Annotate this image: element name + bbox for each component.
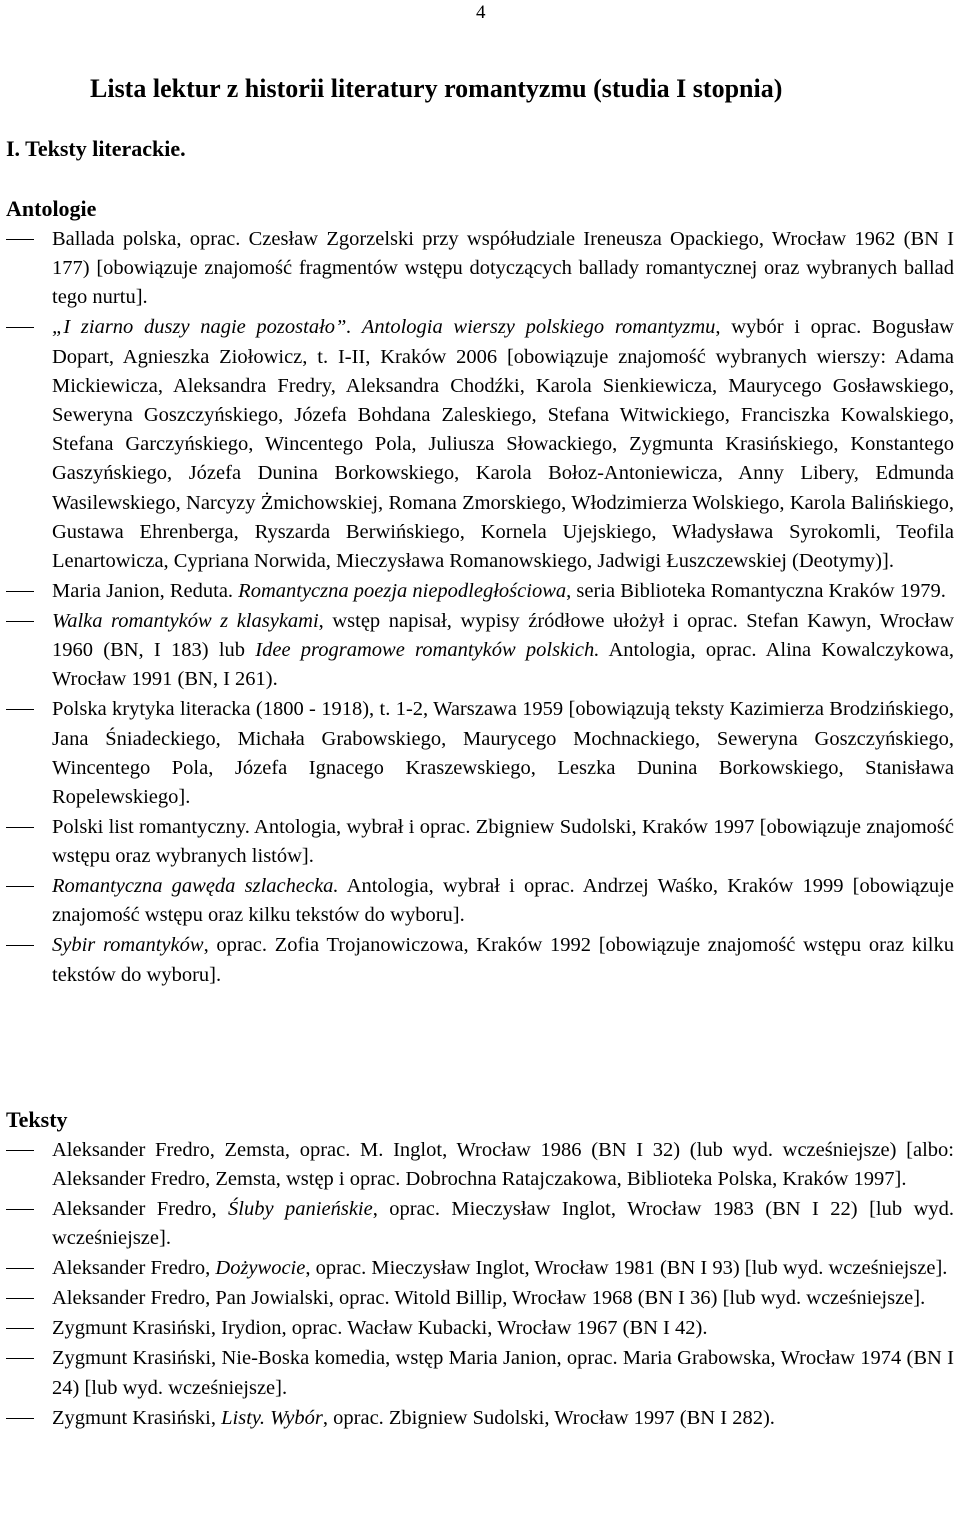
bibliography-entry xyxy=(0,577,960,606)
entry-text: Aleksander Fredro, Zemsta, oprac. M. Inglot, Wrocław 1986 (BN I 32) (lub wyd. wcześniejsze) [albo: Aleksander Fredro, Zemsta, wstęp i oprac. Dobrochna Ratajczakowa, Biblioteka Polska, Kraków 1997]. xyxy=(52,1139,954,1191)
entry-text: Maria Janion, Reduta. xyxy=(52,580,239,603)
page-number: 4 xyxy=(476,2,486,23)
bibliography-entry xyxy=(0,1195,960,1253)
entry-title-text: Dożywocie xyxy=(215,1257,306,1280)
entry-title-text: Romantyczna poezja niepodległościowa xyxy=(238,580,567,603)
dash-bullet-icon xyxy=(6,1268,34,1269)
dash-bullet-icon xyxy=(6,827,34,828)
entry-text: , wstęp napisał, wypisy źródłowe ułożył i oprac. Stefan Kawyn, Wrocław 1960 (BN, I 183) lub xyxy=(52,610,954,662)
entry-text: Aleksander Fredro, Pan Jowialski, oprac. Witold Billip, Wrocław 1968 (BN I 36) [lub wyd. wcześniejsze]. xyxy=(52,1287,926,1310)
bibliography-entry xyxy=(0,872,960,930)
dash-bullet-icon xyxy=(6,239,34,240)
bibliography-entry xyxy=(0,313,960,576)
bibliography-entry xyxy=(0,607,960,695)
entry-text: , oprac. Mieczysław Inglot, Wrocław 1981 (BN I 93) [lub wyd. wcześniejsze]. xyxy=(305,1257,948,1280)
part-heading: I. Teksty literackie. xyxy=(6,136,186,161)
dash-bullet-icon xyxy=(6,1418,34,1419)
entry-text: , oprac. Zbigniew Sudolski, Wrocław 1997 (BN I 282). xyxy=(322,1406,775,1429)
entry-title-text: Śluby panieńskie xyxy=(228,1198,373,1221)
entry-text: Aleksander Fredro, xyxy=(52,1198,229,1221)
entry-list xyxy=(0,1136,960,1433)
bibliography-entry xyxy=(0,1344,960,1402)
dash-bullet-icon xyxy=(6,327,34,328)
dash-bullet-icon xyxy=(6,591,34,592)
entry-title-text: Idee programowe romantyków polskich. xyxy=(255,639,600,662)
entry-text: , wybór i oprac. Bogusław Dopart, Agnieszka Ziołowicz, t. I-II, Kraków 2006 [obowiązuje znajomość wybranych wierszy: Adama Mickiewicza, Aleksandra Fredry, Aleksandra Chodźki, Karola Sienkiewicza, Maurycego Gosławskiego, Seweryna Goszczyńskiego, Józefa Bohdana Zaleskiego, Stefana Witwickiego, Franciszka Kowalskiego, Stefana Garczyńskiego, Wincentego Pola, Juliusza Słowackiego, Zygmunta Krasińskiego, Konstantego Gaszyńskiego, Józefa Dunina Borkowskiego, Karola Bołoz-Antoniewicza, Anny Libery, Edmunda Wasilewskiego, Narcyzy Żmichowskiej, Romana Zmorskiego, Włodzimierza Wolskiego, Karola Balińskiego, Gustawa Ehrenberga, Ryszarda Berwińskiego, Kornela Ujejskiego, Władysława Syrokomli, Teofila Lenartowicza, Cypriana Norwida, Mieczysława Romanowskiego, Jadwigi Łuszczewskiej (Deotymy)]. xyxy=(52,316,954,573)
entry-title-text: Listy. Wybór xyxy=(221,1406,323,1429)
entry-text: Antologia, oprac. Alina Kowalczykowa, Wrocław 1991 (BN, I 261). xyxy=(52,639,955,691)
document-title: Lista lektur z historii literatury romantyzmu (studia I stopnia) xyxy=(90,74,783,103)
bibliography-entry xyxy=(0,1404,960,1433)
dash-bullet-icon xyxy=(6,1209,34,1210)
entry-text: Ballada polska, oprac. Czesław Zgorzelski przy współudziale Ireneusza Opackiego, Wrocław 1962 (BN I 177) [obowiązuje znajomość fragmentów wstępu dotyczących ballady romantycznej oraz wybranych ballad tego nurtu]. xyxy=(52,228,954,309)
dash-bullet-icon xyxy=(6,1328,34,1329)
section-heading: Teksty xyxy=(6,1107,68,1132)
bibliography-entry xyxy=(0,1254,960,1283)
entry-text: Zygmunt Krasiński, Nie-Boska komedia, wstęp Maria Janion, oprac. Maria Grabowska, Wrocław 1974 (BN I 24) [lub wyd. wcześniejsze]. xyxy=(52,1347,954,1399)
bibliography-entry xyxy=(0,695,960,812)
bibliography-entry xyxy=(0,813,960,871)
entry-title-text: Sybir romantyków xyxy=(52,934,204,957)
bibliography-entry xyxy=(0,1314,960,1343)
dash-bullet-icon xyxy=(6,709,34,710)
dash-bullet-icon xyxy=(6,621,34,622)
entry-title-text: Romantyczna gawęda szlachecka. xyxy=(52,875,339,898)
entry-text: Polski list romantyczny. Antologia, wybrał i oprac. Zbigniew Sudolski, Kraków 1997 [obowiązuje znajomość wstępu oraz wybranych listów]. xyxy=(52,816,954,868)
dash-bullet-icon xyxy=(6,945,34,946)
entry-list xyxy=(0,225,960,990)
section-antologie xyxy=(0,193,960,991)
section-heading: Antologie xyxy=(6,196,97,221)
entry-title-text: „I ziarno duszy nagie pozostało”. Antologia wierszy polskiego romantyzmu xyxy=(52,316,716,339)
entry-text: , seria Biblioteka Romantyczna Kraków 1979. xyxy=(566,580,946,603)
entry-text: Aleksander Fredro, xyxy=(52,1257,216,1280)
entry-title-text: Walka romantyków z klasykami xyxy=(52,610,319,633)
bibliography-entry xyxy=(0,1136,960,1194)
entry-text: Polska krytyka literacka (1800 - 1918), t. 1-2, Warszawa 1959 [obowiązują teksty Kazimierza Brodzińskiego, Jana Śniadeckiego, Michała Grabowskiego, Maurycego Mochnackiego, Seweryna Goszczyńskiego, Wincentego Pola, Józefa Ignacego Kraszewskiego, Leszka Dunina Borkowskiego, Stanisława Ropelewskiego]. xyxy=(52,698,954,809)
bibliography-entry xyxy=(0,1284,960,1313)
entry-text: Zygmunt Krasiński, Irydion, oprac. Wacław Kubacki, Wrocław 1967 (BN I 42). xyxy=(52,1317,708,1340)
entry-text: , oprac. Mieczysław Inglot, Wrocław 1983 (BN I 22) [lub wyd. wcześniejsze]. xyxy=(52,1198,954,1250)
dash-bullet-icon xyxy=(6,1298,34,1299)
entry-text: , oprac. Zofia Trojanowiczowa, Kraków 1992 [obowiązuje znajomość wstępu oraz kilku tekstów do wyboru]. xyxy=(52,934,954,986)
dash-bullet-icon xyxy=(6,1358,34,1359)
section-teksty xyxy=(0,1104,960,1434)
bibliography-entry xyxy=(0,225,960,313)
dash-bullet-icon xyxy=(6,1150,34,1151)
dash-bullet-icon xyxy=(6,886,34,887)
entry-text: Zygmunt Krasiński, xyxy=(52,1406,222,1429)
entry-text: Antologia, wybrał i oprac. Andrzej Waśko, Kraków 1999 [obowiązuje znajomość wstępu oraz kilku tekstów do wyboru]. xyxy=(52,875,954,927)
bibliography-entry xyxy=(0,931,960,989)
